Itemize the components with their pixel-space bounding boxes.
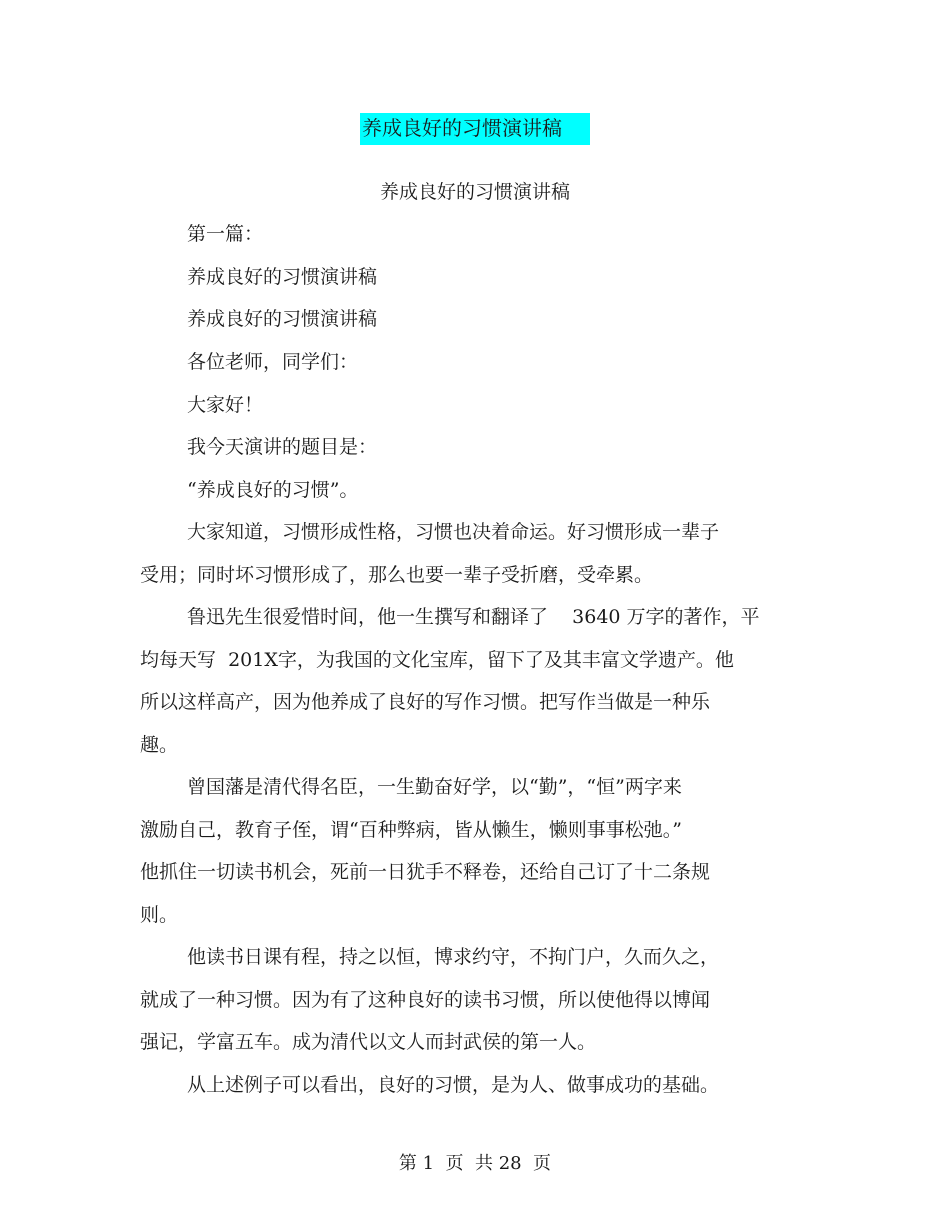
text-line: 大家好！ bbox=[187, 394, 264, 416]
text-line: 大家知道，习惯形成性格，习惯也决着命运。好习惯形成一辈子 bbox=[187, 521, 720, 543]
text-line: 他读书日课有程，持之以恒，博求约守，不拘门户，久而久之， bbox=[187, 946, 720, 968]
text-line: 第一篇： bbox=[187, 223, 264, 245]
text-line: 激励自己，教育子侄，谓“百种弊病，皆从懒生，懒则事事松弛。” bbox=[140, 819, 682, 841]
text-line: 各位老师，同学们： bbox=[187, 351, 359, 373]
highlighted-title: 养成良好的习惯演讲稿 bbox=[360, 113, 590, 145]
text-line: 趣。 bbox=[140, 734, 179, 756]
text-line: 鲁迅先生很爱惜时间，他一生撰写和翻译了 3640 万字的著作，平 bbox=[187, 606, 760, 628]
text-line: 受用；同时坏习惯形成了，那么也要一辈子受折磨，受牵累。 bbox=[140, 564, 654, 586]
text-line: 他抓住一切读书机会，死前一日犹手不释卷，还给自己订了十二条规 bbox=[140, 861, 711, 883]
text-line: 就成了一种习惯。因为有了这种良好的读书习惯，所以使他得以博闻 bbox=[140, 989, 711, 1011]
text-line: 我今天演讲的题目是： bbox=[187, 436, 378, 458]
text-line: 所以这样高产，因为他养成了良好的写作习惯。把写作当做是一种乐 bbox=[140, 691, 711, 713]
title-container bbox=[0, 113, 950, 145]
text-line: 从上述例子可以看出，良好的习惯，是为人、做事成功的基础。 bbox=[187, 1074, 720, 1096]
subtitle: 养成良好的习惯演讲稿 bbox=[379, 181, 570, 203]
text-line: “养成良好的习惯”。 bbox=[187, 479, 359, 501]
text-line: 则。 bbox=[140, 904, 179, 926]
text-line: 养成良好的习惯演讲稿 bbox=[187, 266, 378, 288]
text-line: 曾国藩是清代得名臣，一生勤奋好学，以“勤”，“恒”两字来 bbox=[187, 776, 682, 798]
text-line: 养成良好的习惯演讲稿 bbox=[187, 308, 378, 330]
text-line: 均每天写 201X字，为我国的文化宝库，留下了及其丰富文学遗产。他 bbox=[140, 649, 734, 671]
text-line: 强记，学富五车。成为清代以文人而封武侯的第一人。 bbox=[140, 1031, 597, 1053]
page-footer: 第 1 页 共 28 页 bbox=[398, 1153, 552, 1174]
